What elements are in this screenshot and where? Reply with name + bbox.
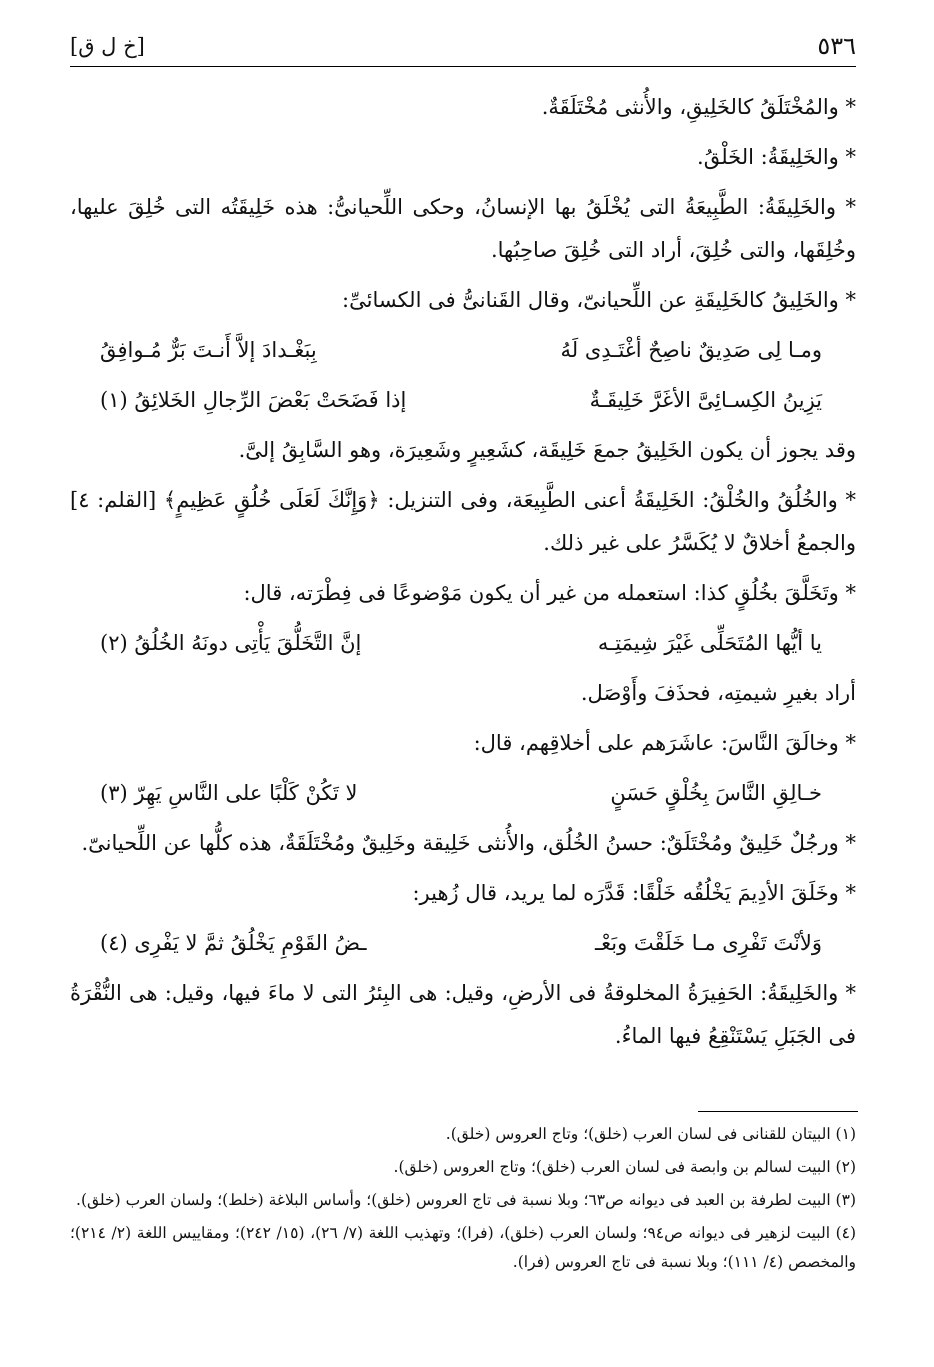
- entry-paragraph: * وخَلَقَ الأدِيمَ يَخْلُقُه خَلْقًا: قَدَّرَه لما يريد، قال زُهير:: [412, 881, 856, 905]
- root-letters: [خ ل ق]: [70, 34, 145, 58]
- footnote: (١) البيتان للقنانى فى لسان العرب (خلق)؛ وتاج العروس (خلق).: [445, 1125, 856, 1143]
- entry-paragraph: * والخَلِيقَةُ: الطَّبِيعَةُ التى يُخْلَقُ بها الإنسانُ، وحكى اللِّحيانىُّ: هذه خَلِيقَتُه التى خُلِقَ عليها، وخُلِقَها، والتى خُلِقَ، أراد التى خُلِقَ صاحِبُها.: [70, 195, 856, 262]
- entry-paragraph: * والخَلِيقَةُ: الحَفِيرَةُ المخلوقةُ فى الأرضِ، وقيل: هى البِئرُ التى لا ماءَ فيها، وقيل: هى النُّقْرَةُ فى الجَبَلِ يَسْتَنْقِعُ فيها الماءُ.: [70, 981, 856, 1048]
- poem-verse: [70, 922, 856, 965]
- entry-paragraph: * والخَلِيقُ كالخَلِيقَةِ عن اللِّحيانىّ، وقال القَنانىُّ فى الكسائىِّ:: [342, 288, 856, 312]
- footnote: (٤) البيت لزهير فى ديوانه ص٩٤؛ ولسان العرب (خلق)، (فرا)؛ وتهذيب اللغة (٧/ ٢٦)، (١٥/ ٢٤٢)؛ ومقاييس اللغة (٢/ ٢١٤)؛ والمخصص (٤/ ١١١)؛ وبلا نسبة فى تاج العروس (فرا).: [70, 1224, 857, 1271]
- entry-paragraph: * وخالَقَ النَّاسَ: عاشَرَهم على أخلاقِهم، قال:: [473, 731, 856, 755]
- verse-first-hemistich: وَلأنْتَ تَفْرِى مـا خَلَقْتَ وبَعْـ: [594, 931, 822, 955]
- page-number: ٥٣٦: [817, 32, 856, 60]
- poem-verse: [70, 772, 856, 815]
- entry-paragraph: * ورجُلٌ خَلِيقٌ ومُخْتَلَقٌ: حسنُ الخُلُق، والأُنثى خَلِيقة وخَلِيقٌ ومُخْتَلَقَةٌ، هذه كلُّها عن اللِّحيانىّ.: [81, 831, 856, 855]
- verse-second-hemistich: إذا فَضَحَتْ بَعْضَ الرِّجالِ الخَلائِقُ (١): [100, 388, 407, 412]
- footnotes: [70, 1120, 856, 1281]
- entry-paragraph: * والمُخْتَلَقُ كالخَلِيقِ، والأُنثى مُخْتَلَقَةٌ.: [541, 95, 856, 119]
- verse-first-hemistich: خـالِقِ النَّاسَ بِخُلْقٍ حَسَنٍ: [610, 781, 822, 805]
- entry-paragraph: * وتَخَلَّقَ بخُلُقٍ كذا: استعمله من غير أن يكون مَوْضوعًا فى فِطْرَته، قال:: [243, 581, 856, 605]
- entry-paragraph: وقد يجوز أن يكون الخَلِيقُ جمعَ خَلِيقَة، كشَعِيرٍ وشَعِيرَة، وهو السَّابِقُ إلىَّ.: [238, 438, 856, 462]
- page-header: [70, 32, 856, 67]
- main-text: [70, 86, 856, 1065]
- poem-verse: [70, 379, 856, 422]
- verse-first-hemistich: يَزِينُ الكِسـائِىَّ الأغَرَّ خَلِيقَـةٌ: [589, 388, 822, 412]
- verse-first-hemistich: ومـا لِى صَدِيقٌ ناصِحٌ أغْتَـدِى لَهُ: [560, 338, 822, 362]
- poem-verse: [70, 622, 856, 665]
- poem-verse: [70, 329, 856, 372]
- verse-second-hemistich: ـضُ القَوْمِ يَخْلُقُ ثمَّ لا يَفْرِى (٤): [100, 931, 367, 955]
- footnote: (٢) البيت لسالم بن وابصة فى لسان العرب (خلق)؛ وتاج العروس (خلق).: [393, 1158, 856, 1176]
- verse-first-hemistich: يا أيُّها المُتَحَلِّى غَيْرَ شِيمَتِـه: [597, 631, 822, 655]
- verse-second-hemistich: إنَّ التَّخَلُّقَ يَأْتِى دونَهُ الخُلُقُ (٢): [100, 631, 362, 655]
- entry-paragraph: أراد بغيرِ شيمتِه، فحذَفَ وأَوْصَل.: [580, 681, 856, 705]
- verse-second-hemistich: بِبَغْـدادَ إلاَّ أَنـتَ بَرٌّ مُـوافِقُ: [100, 338, 317, 362]
- entry-paragraph: * والخُلُقُ والخُلْقُ: الخَلِيقَةُ أعنى الطَّبِيعَة، وفى التنزيل: ﴿وَإِنَّكَ لَعَلَى خُلُقٍ عَظِيمٍ﴾ [القلم: ٤] والجمعُ أخلاقٌ لا يُكَسَّرُ على غير ذلك.: [70, 488, 856, 555]
- footnote-divider: [698, 1111, 858, 1112]
- verse-second-hemistich: لا تَكُنْ كَلْبًا على النَّاسِ يَهِرّ (٣): [100, 781, 358, 805]
- footnote: (٣) البيت لطرفة بن العبد فى ديوانه ص٦٣؛ وبلا نسبة فى تاج العروس (خلق)؛ وأساس البلاغة (خلط)؛ ولسان العرب (خلق).: [76, 1191, 856, 1209]
- entry-paragraph: * والخَلِيقَةُ: الخَلْقُ.: [697, 145, 856, 169]
